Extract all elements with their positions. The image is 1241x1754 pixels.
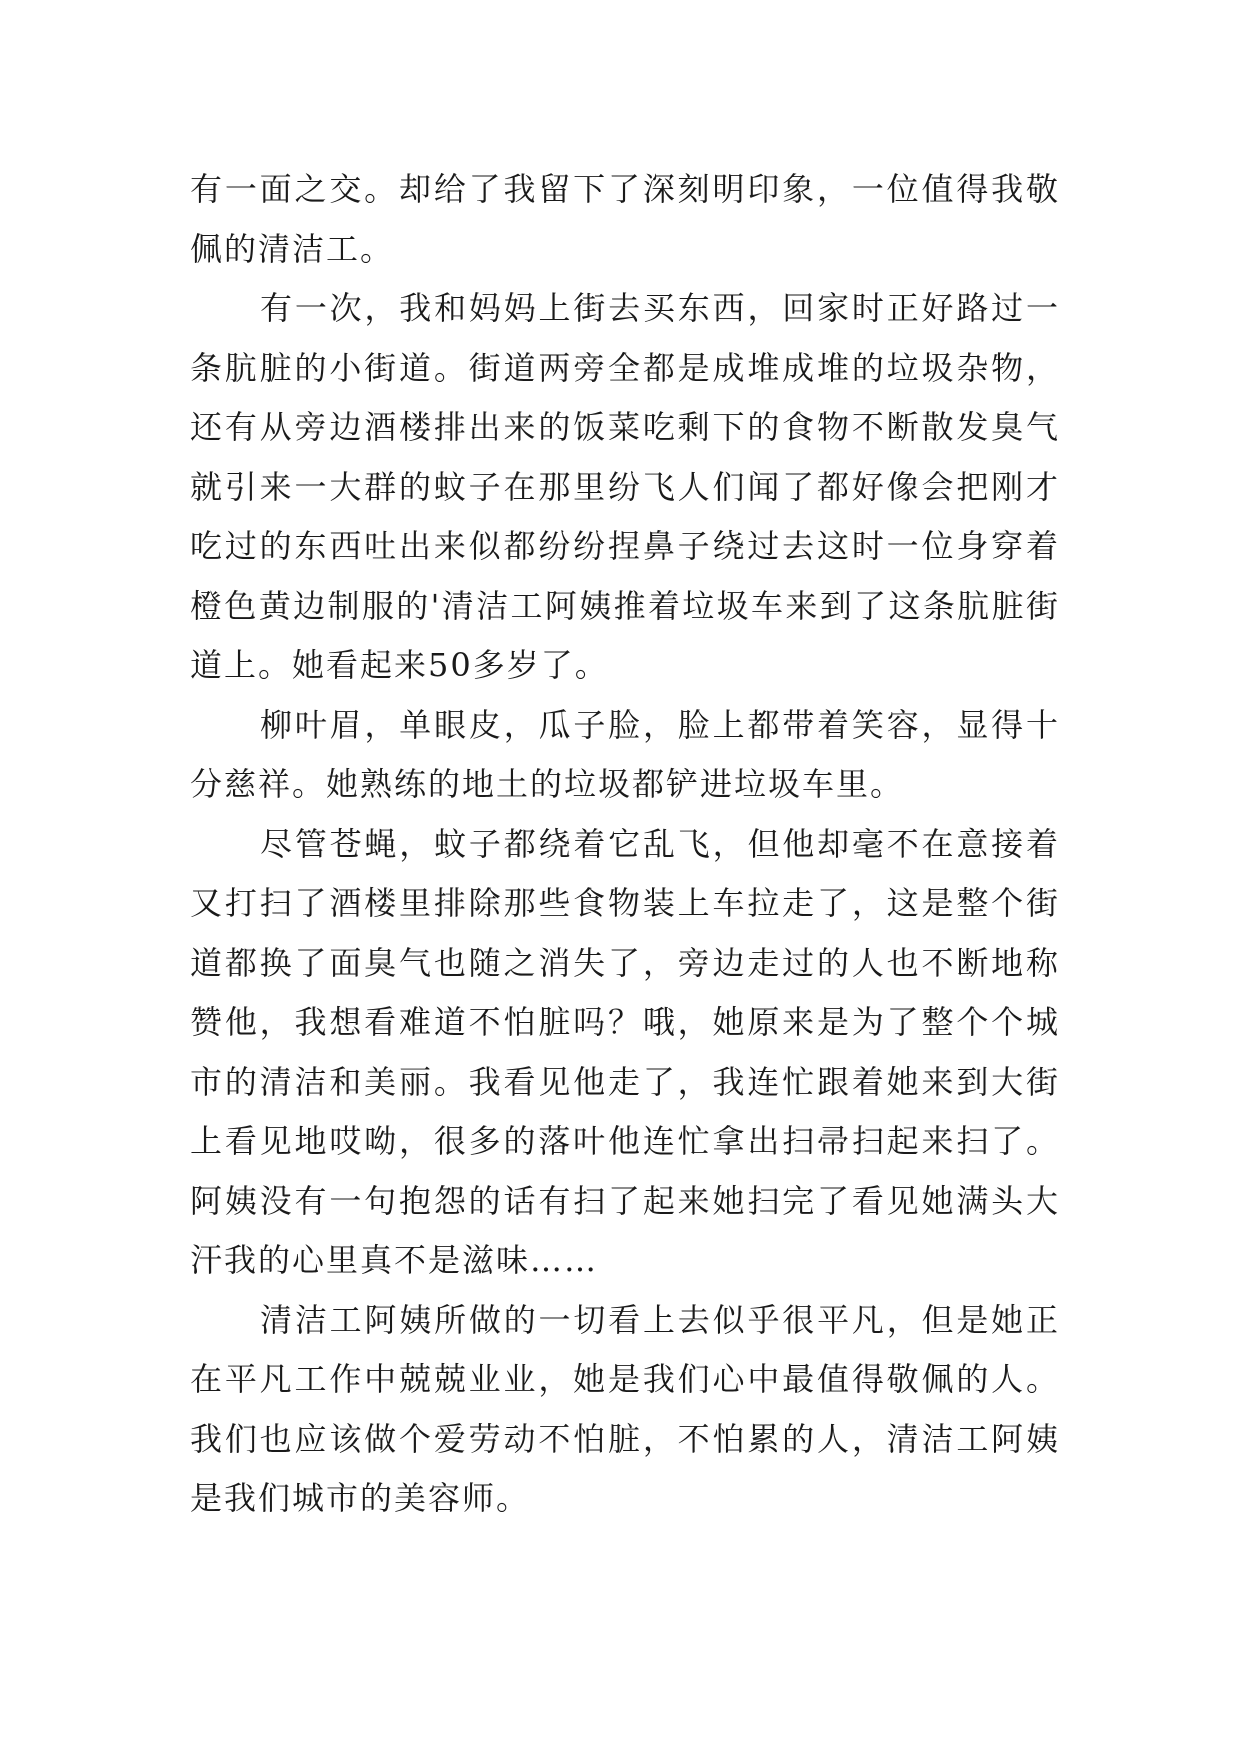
paragraph-3: 柳叶眉，单眼皮，瓜子脸，脸上都带着笑容，显得十分慈祥。她熟练的地土的垃圾都铲进垃圾车里。 — [190, 705, 1060, 803]
paragraph-1: 有一面之交。却给了我留下了深刻明印象，一位值得我敬佩的清洁工。 — [190, 170, 1060, 268]
paragraph-4: 尽管苍蝇，蚊子都绕着它乱飞，但他却毫不在意接着又打扫了酒楼里排除那些食物装上车拉走了，这是整个街道都换了面臭气也随之消失了，旁边走过的人也不断地称赞他，我想看难道不怕脏吗？哦，她原来是为了整个个城市的清洁和美丽。我看见他走了，我连忙跟着她来到大街上看见地哎呦，很多的落叶他连忙拿出扫帚扫起来扫了。阿姨没有一句抱怨的话有扫了起来她扫完了看见她满头大汗我的心里真不是滋味…… — [190, 824, 1060, 1279]
document-body — [190, 160, 1060, 1529]
paragraph-5: 清洁工阿姨所做的一切看上去似乎很平凡，但是她正在平凡工作中兢兢业业，她是我们心中最值得敬佩的人。我们也应该做个爱劳动不怕脏，不怕累的人，清洁工阿姨是我们城市的美容师。 — [190, 1300, 1060, 1517]
paragraph-2: 有一次，我和妈妈上街去买东西，回家时正好路过一条肮脏的小街道。街道两旁全都是成堆成堆的垃圾杂物，还有从旁边酒楼排出来的饭菜吃剩下的食物不断散发臭气就引来一大群的蚊子在那里纷飞人们闻了都好像会把刚才吃过的东西吐出来似都纷纷捏鼻子绕过去这时一位身穿着橙色黄边制服的'清洁工阿姨推着垃圾车来到了这条肮脏街道上。她看起来50多岁了。 — [190, 289, 1060, 684]
